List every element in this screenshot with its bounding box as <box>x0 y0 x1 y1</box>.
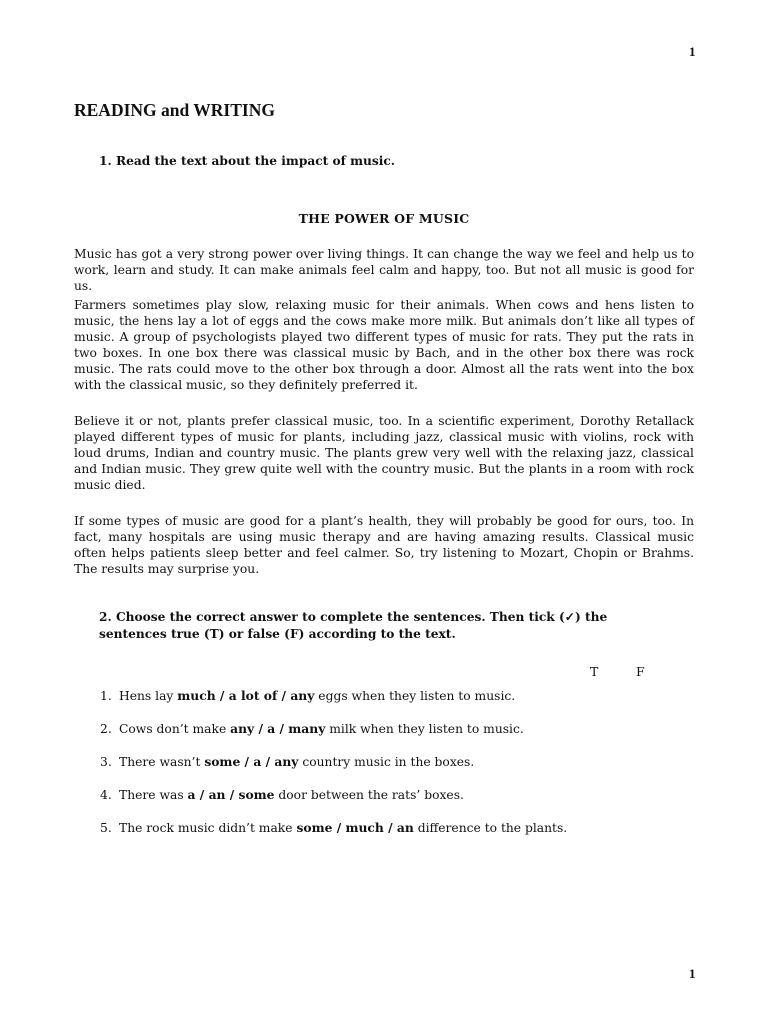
exercise-number: 3. <box>100 755 112 769</box>
exercise-text-before: There wasn’t <box>119 755 205 769</box>
exercise-item <box>100 721 524 737</box>
article-title: THE POWER OF MUSIC <box>298 211 470 226</box>
article-paragraph: Farmers sometimes play slow, relaxing music for their animals. When cows and hens listen to music, the hens lay a lot of eggs and the cows make more milk. But animals don’t like all types of music. A group of psychologists played two different types of music for rats. They put the rats in two boxes. In one box there was classical music by Bach, and in the other box there was rock music. The rats could move to the other box through a door. Almost all the rats went into the box with the classical music, so they definitely preferred it. <box>74 298 694 392</box>
section-title: READING and WRITING <box>74 100 275 120</box>
exercise-text-before: There was <box>119 788 188 802</box>
exercise-number: 2. <box>100 722 112 736</box>
exercise-item <box>100 688 515 704</box>
exercise-number: 5. <box>100 821 112 835</box>
page-number-top: 1 <box>689 44 696 59</box>
exercise-text-before: The rock music didn’t make <box>119 821 297 835</box>
exercise-number: 1. <box>100 689 112 703</box>
exercise-item <box>100 787 464 803</box>
exercise-options: much / a lot of / any <box>177 688 315 703</box>
article-paragraph: If some types of music are good for a plant’s health, they will probably be good for ours, too. In fact, many hospitals are using music therapy and are having amazing results. Classical music often helps patients sleep better and feel calmer. So, try listening to Mozart, Chopin or Brahms. The results may surprise you. <box>74 514 694 576</box>
exercise-text-after: country music in the boxes. <box>298 755 475 769</box>
exercise-options: a / an / some <box>187 787 275 802</box>
exercise-text-after: milk when they listen to music. <box>325 722 524 736</box>
page-number-bottom: 1 <box>689 966 696 981</box>
exercise-item <box>100 754 474 770</box>
exercise-text-before: Hens lay <box>119 689 178 703</box>
exercise-options: any / a / many <box>230 721 326 736</box>
article-paragraph: Believe it or not, plants prefer classical music, too. In a scientific experiment, Dorothy Retallack played different types of music for plants, including jazz, classical music with violins, rock with loud drums, Indian and country music. The plants grew very well with the relaxing jazz, classical and Indian music. They grew quite well with the country music. But the plants in a room with rock music died. <box>74 414 694 492</box>
exercise-number: 4. <box>100 788 112 802</box>
task-1-instruction: 1. Read the text about the impact of music. <box>99 154 396 168</box>
exercise-options: some / much / an <box>296 820 414 835</box>
article-paragraph: Music has got a very strong power over living things. It can change the way we feel and help us to work, learn and study. It can make animals feel calm and happy, too. But not all music is good for us. <box>74 247 694 293</box>
exercise-text-after: difference to the plants. <box>413 821 568 835</box>
true-column-header: T <box>590 664 599 679</box>
exercise-options: some / a / any <box>204 754 299 769</box>
exercise-text-after: door between the rats’ boxes. <box>274 788 464 802</box>
exercise-text-after: eggs when they listen to music. <box>314 689 516 703</box>
exercise-item <box>100 820 567 836</box>
task-2-instruction: 2. Choose the correct answer to complete the sentences. Then tick (✓) the sentences true (T) or false (F) according to the text. <box>99 610 608 641</box>
exercise-text-before: Cows don’t make <box>119 722 231 736</box>
false-column-header: F <box>636 664 645 679</box>
